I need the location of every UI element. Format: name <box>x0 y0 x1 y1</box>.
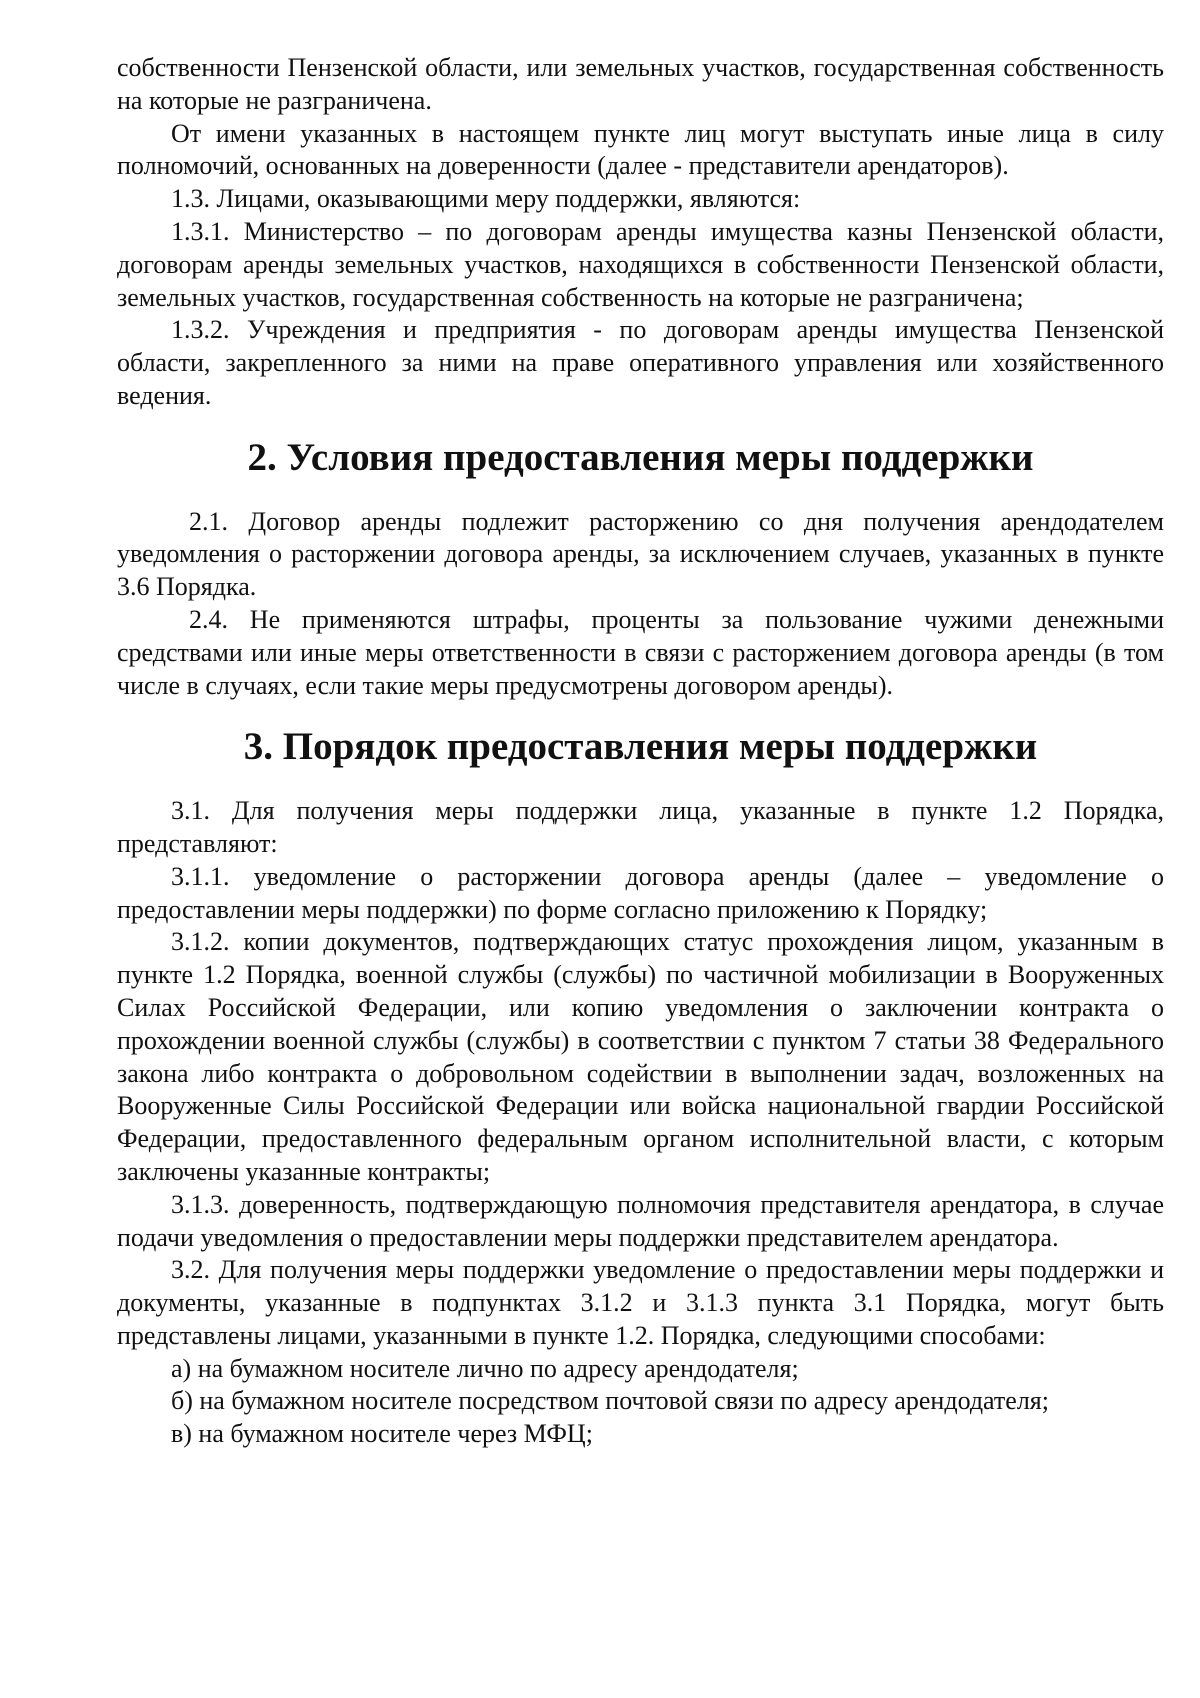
paragraph: От имени указанных в настоящем пункте лиц могут выступать иные лица в силу полномочий, основанных на доверенности (далее - представители арендаторов). <box>117 118 1164 181</box>
paragraph: 3.2. Для получения меры поддержки уведомление о предоставлении меры поддержки и документы, указанные в подпунктах 3.1.2 и 3.1.3 пункта 3.1 Порядка, могут быть представлены лицами, указанными в пункте 1.2. Порядка, следующими способами: <box>117 1255 1164 1350</box>
list-item: б) на бумажном носителе посредством почтовой связи по адресу арендодателя; <box>171 1386 1049 1416</box>
paragraph: 3.1.2. копии документов, подтверждающих статус прохождения лицом, указанным в пункте 1.2 Порядка, военной службы (службы) по частичной мобилизации в Вооруженных Силах Российской Федерации, или копию уведомления о заключении контракта о прохождении военной службы (службы) в соответствии с пунктом 7 статьи 38 Федерального закона либо контракта о добровольном содействии в выполнении задач, возложенных на Вооруженные Силы Российской Федерации или войска национальной гвардии Российской Федерации, предоставленного федеральным органом исполнительной власти, с которым заключены указанные контракты; <box>117 927 1164 1186</box>
section-heading: 3. Порядок предоставления меры поддержки <box>243 725 1038 769</box>
paragraph: 3.1. Для получения меры поддержки лица, указанные в пункте 1.2 Порядка, представляют: <box>117 796 1164 858</box>
paragraph: 3.1.1. уведомление о расторжении договора аренды (далее – уведомление о предоставлении меры поддержки) по форме согласно приложению к Порядку; <box>117 861 1164 924</box>
paragraph: 2.1. Договор аренды подлежит расторжению со дня получения арендодателем уведомления о расторжении договора аренды, за исключением случаев, указанных в пункте 3.6 Порядка. <box>117 506 1164 602</box>
paragraph: 3.1.3. доверенность, подтверждающую полномочия представителя арендатора, в случае подачи уведомления о предоставлении меры поддержки представителем арендатора. <box>117 1189 1164 1252</box>
list-item: а) на бумажном носителе лично по адресу арендодателя; <box>171 1353 799 1383</box>
paragraph: собственности Пензенской области, или земельных участков, государственная собственность на которые не разграничена. <box>117 53 1164 115</box>
list-item: в) на бумажном носителе через МФЦ; <box>171 1419 593 1449</box>
paragraph: 1.3. Лицами, оказывающими меру поддержки, являются: <box>171 184 801 214</box>
document-page <box>117 52 1164 1451</box>
paragraph: 2.4. Не применяются штрафы, проценты за пользование чужими денежными средствами или иные меры ответственности в связи с расторжением договора аренды (в том числе в случаях, если такие меры предусмотрены договором аренды). <box>117 604 1164 700</box>
paragraph: 1.3.2. Учреждения и предприятия - по договорам аренды имущества Пензенской области, закрепленного за ними на праве оперативного управления или хозяйственного ведения. <box>117 315 1164 410</box>
paragraph: 1.3.1. Министерство – по договорам аренды имущества казны Пензенской области, договорам аренды земельных участков, находящихся в собственности Пензенской области, земельных участков, государственная собственность на которые не разграничена; <box>117 216 1164 312</box>
section-heading: 2. Условия предоставления меры поддержки <box>247 435 1034 479</box>
